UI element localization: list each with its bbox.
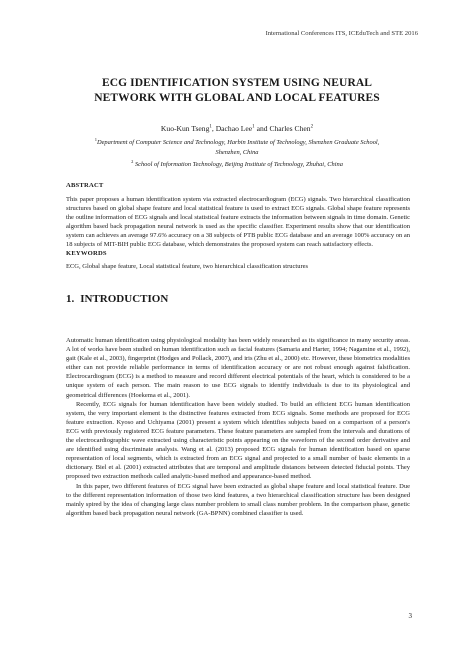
- author-affiliation-marker: 1: [252, 124, 255, 130]
- running-header: International Conferences ITS, ICEduTech and STE 2016: [265, 30, 418, 37]
- section-title-text: INTRODUCTION: [80, 293, 169, 305]
- page-number: 3: [408, 612, 412, 620]
- abstract-text: This paper proposes a human identification system via extracted electrocardiogram (ECG) signals. Two hierarchical classification structures based on global shape feature and local statistical feature is used to extract ECG signals. Global shape feature represents the outline information of ECG signals and local statistical feature extracts the information between signals in time domain. Genetic algorithm based back propagation neural network is used as the specific classifier. Experiment results show that our identification system can achieves an average 97.6% accuracy on a 38 subjects of PTB public ECG database and an average 100% accuracy on an 18 subjects of MIT-BIH public ECG database, which demonstrates the proposed system can reach satisfactory effects.: [66, 196, 410, 249]
- paragraph: In this paper, two different features of ECG signal have been extracted as global shape feature and local statistical feature. Due to the different representation information of those two kind features, a two hierarchical classification structure has been designed mainly spired by the idea of changing large class number problem to small class number problem. In the comparison phase, genetic algorithm based back propagation neural network (GA-BPNN) combined classifier is used.: [66, 482, 410, 517]
- affiliation-1-city: Shenzhen, China: [215, 148, 259, 156]
- author-name: Kuo-Kun Tseng: [160, 124, 210, 133]
- affiliation-marker: 2: [131, 159, 134, 165]
- author-name: Charles Chen: [269, 124, 311, 133]
- title-line-2: NETWORK WITH GLOBAL AND LOCAL FEATURES: [94, 92, 380, 104]
- paper-title: [40, 76, 434, 106]
- paragraph: Automatic human identification using physiological modality has been widely researched as its significance in many security areas. A lot of works have been studied on human identification such as facial features (Samaria and Harter, 1994; Nagamine et al., 1992), gait (Kale et al., 2003), fingerprint (Hodges and Pollack, 2007), and iris (Zhu et al., 2000) etc. However, these biometrics modalities either can not provide reliable performance in terms of identification accuracy or are not robust enough against falsification. Electrocardiogram (ECG) is a method to measure and record different electrical potentials of the heart, which is considered to be a unique system of each person. The main reason to use ECG signals to identify individuals is due to its physiological and geometrical differences (Hoekema et al., 2001).: [66, 337, 410, 399]
- paragraph: Recently, ECG signals for human identification have been widely studied. To build an efficient ECG human identification system, the very important element is the distinctive features extracted from ECG signals. Some methods are proposed for ECG feature extraction. Kyoso and Uchiyama (2001) present a system which identifies subjects based on a comparison of a person's ECG with previously registered ECG feature parameters. These feature parameters are sampled from the intervals and durations of the electrocardiographic wave extracted using characteristic points appearing on the waveform of the second order derivative and are identified using discriminate analysis. Wang et al. (2013) proposed ECG signals for human identification based on sparse representation of local segments, which is extracted from an ECG signal and projected to a small number of basic elements in a dictionary. Biel et al. (2001) extracted attributes that are temporal and amplitude distances between detected fiducial points. They proposed two extraction methods called analytic-based method and appearance-based method.: [66, 400, 410, 481]
- affiliations: [60, 135, 414, 170]
- author-name: Dachao Lee: [215, 124, 253, 133]
- author-affiliation-marker: 2: [310, 124, 314, 130]
- title-line-1: ECG IDENTIFICATION SYSTEM USING NEURAL: [101, 77, 373, 89]
- affiliation-marker: 1: [94, 137, 97, 142]
- abstract-heading: ABSTRACT: [66, 182, 104, 189]
- author-separator: and: [254, 124, 270, 133]
- section-number: 1.: [66, 293, 75, 305]
- affiliation-2: [60, 157, 414, 170]
- author-list: [40, 124, 434, 133]
- keywords-text: ECG, Global shape feature, Local statistical feature, two hierarchical classification structures: [66, 263, 309, 270]
- author-separator: ,: [211, 124, 216, 133]
- affiliation-1: [60, 135, 414, 148]
- introduction-body: [66, 336, 410, 518]
- keywords-heading: KEYWORDS: [66, 250, 107, 257]
- section-heading-introduction: [66, 293, 168, 305]
- author-affiliation-marker: 1: [209, 124, 212, 130]
- affiliation-text: School of Information Technology, Beijing Institute of Technology, Zhuhai, China: [133, 161, 343, 169]
- affiliation-text: Department of Computer Science and Technology, Harbin Institute of Technology, Shenzhen Graduate School,: [96, 139, 380, 147]
